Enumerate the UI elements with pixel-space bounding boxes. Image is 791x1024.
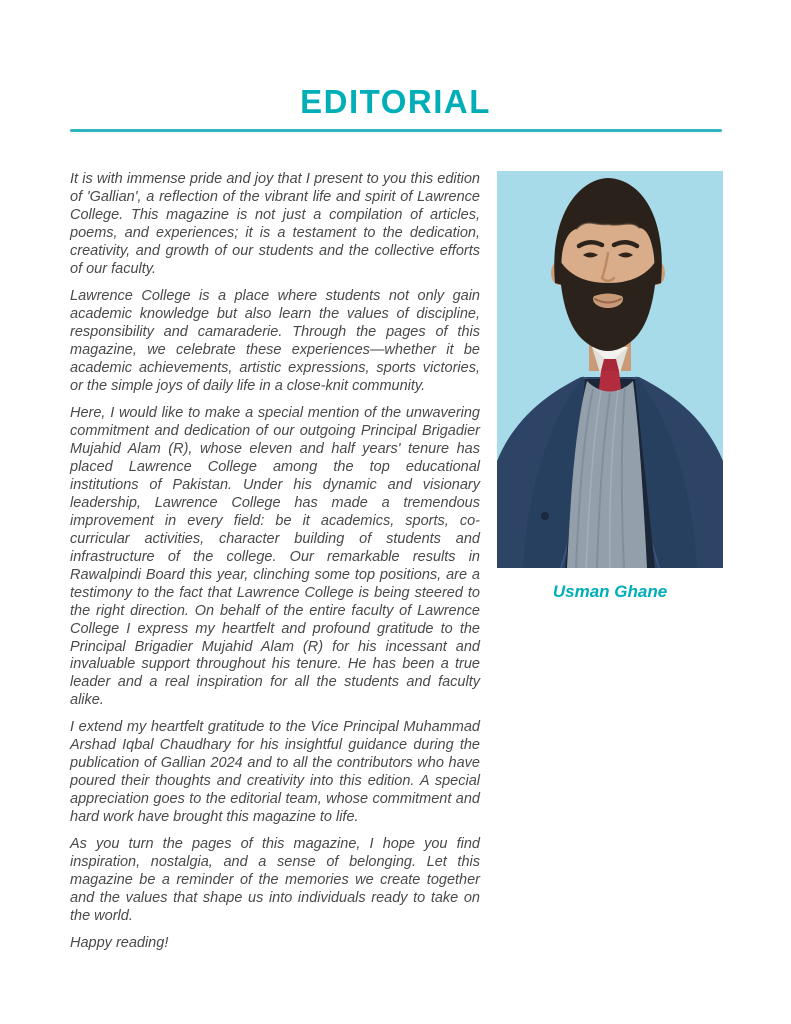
author-photo-block [497, 171, 723, 602]
editorial-paragraph-1: It is with immense pride and joy that I present to you this edition of 'Gallian', a reflection of the vibrant life and spirit of Lawrence College. This magazine is not just a compilation of articles, poems, and experiences; it is a testament to the dedication, creativity, and growth of our students and the collective efforts of our faculty. [70, 171, 480, 278]
portrait-illustration [497, 171, 723, 568]
editorial-closing-line: Happy reading! [70, 935, 169, 952]
page-header [0, 0, 791, 132]
editorial-body-text [70, 171, 480, 962]
editorial-paragraph-5: As you turn the pages of this magazine, I hope you find inspiration, nostalgia, and a sense of belonging. Let this magazine be a reminder of the memories we create together and the values that shape us into individuals ready to take on the world. [70, 836, 480, 925]
page-content [0, 132, 791, 962]
editorial-paragraph-4: I extend my heartfelt gratitude to the Vice Principal Muhammad Arshad Iqbal Chaudhary for his insightful guidance during the publication of Gallian 2024 and to all the contributors who have poured their thoughts and creativity into this edition. A special appreciation goes to the editorial team, whose commitment and hard work have brought this magazine to life. [70, 719, 480, 826]
author-name-caption: Usman Ghane [552, 582, 668, 602]
editorial-paragraph-3: Here, I would like to make a special mention of the unwavering commitment and dedication of our outgoing Principal Brigadier Mujahid Alam (R), whose eleven and half years' tenure has placed Lawrence College among the top educational institutions of Pakistan. Under his dynamic and visionary leadership, Lawrence College has made a tremendous improvement in every field: be it academics, sports, co-curricular activities, character building of students and infrastructure of the college. Our remarkable results in Rawalpindi Board this year, clinching some top positions, are a testimony to the fact that Lawrence College is being steered to the right direction. On behalf of the entire faculty of Lawrence College I express my heartfelt and profound gratitude to the Principal Brigadier Mujahid Alam (R) for his incessant and invaluable support throughout his tenure. He has been a true leader and a real inspiration for all the students and faculty alike. [70, 404, 480, 709]
author-photo [497, 171, 723, 568]
page-title: EDITORIAL [300, 83, 491, 120]
editorial-paragraph-2: Lawrence College is a place where students not only gain academic knowledge but also learn the values of discipline, responsibility and camaraderie. Through the pages of this magazine, we celebrate these experiences—whether it be academic achievements, artistic expressions, sports victories, or the simple joys of daily life in a close-knit community. [70, 288, 480, 394]
